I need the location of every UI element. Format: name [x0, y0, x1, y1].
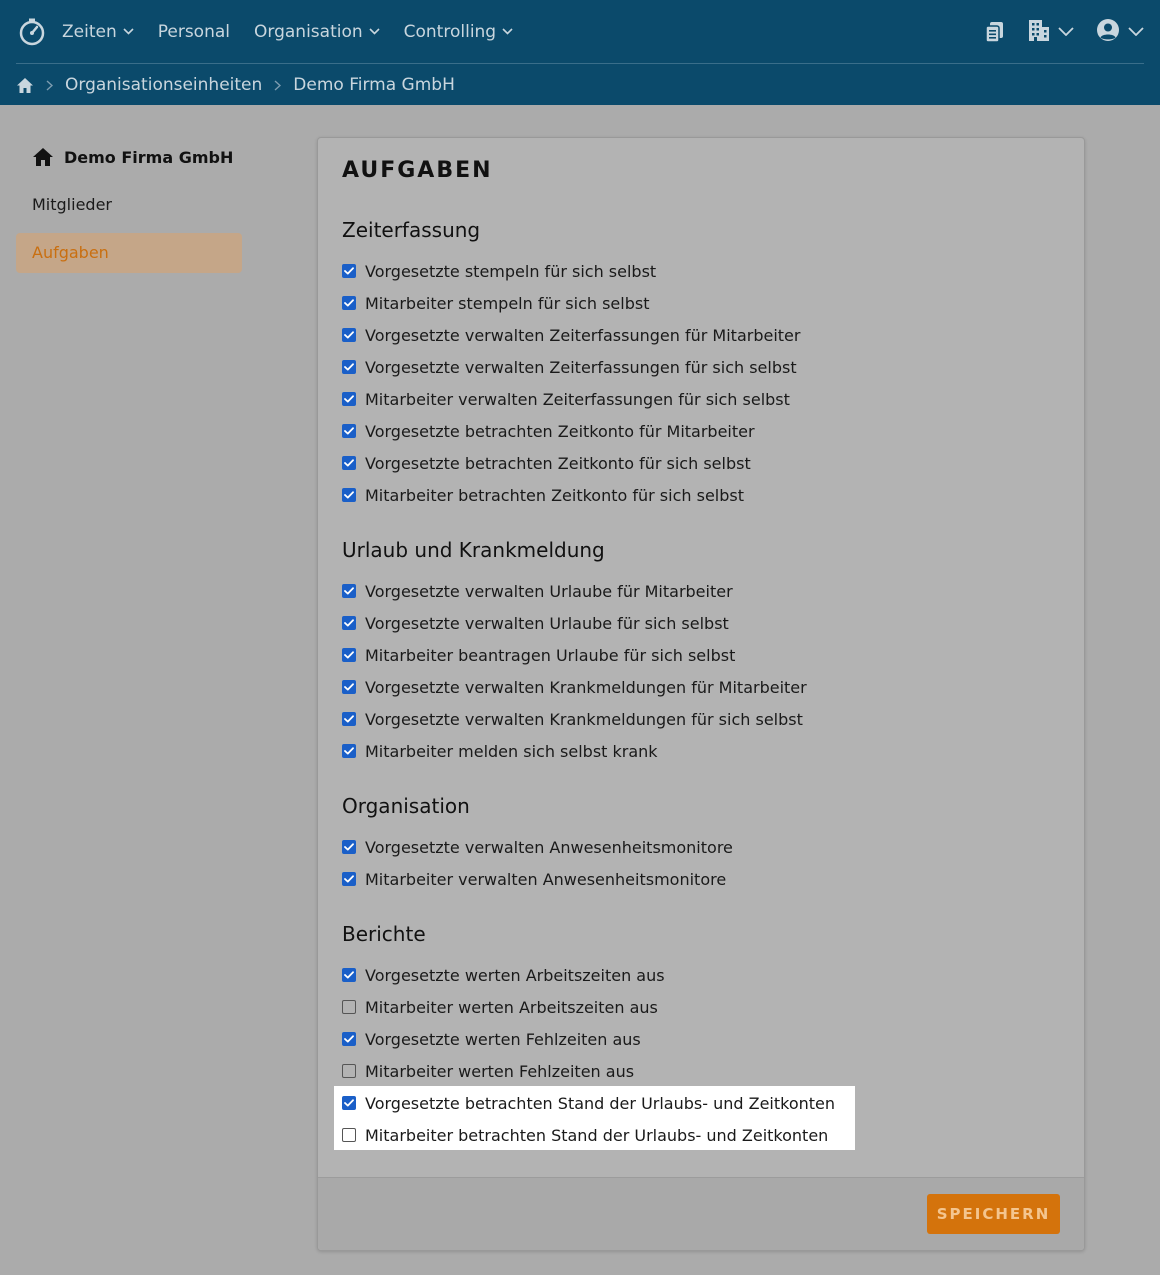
task-label: Mitarbeiter werten Fehlzeiten aus [365, 1061, 635, 1081]
breadcrumb-organisationseinheiten[interactable]: Organisationseinheiten [65, 75, 263, 95]
checkbox-checked[interactable] [342, 616, 356, 630]
checkbox-checked[interactable] [342, 456, 356, 470]
chevron-right-icon [46, 80, 53, 91]
checkbox-unchecked[interactable] [342, 1000, 356, 1014]
checkbox-checked[interactable] [342, 392, 356, 406]
chevron-down-icon [1058, 27, 1074, 36]
task-label: Vorgesetzte verwalten Urlaube für sich selbst [365, 613, 729, 633]
task-checkbox-row[interactable] [342, 863, 726, 895]
building-icon [1028, 18, 1050, 46]
breadcrumb [16, 65, 455, 105]
sidebar [16, 137, 242, 273]
home-icon[interactable] [16, 77, 34, 94]
checkbox-checked[interactable] [342, 328, 356, 342]
nav-personal-label: Personal [157, 21, 231, 42]
task-label: Vorgesetzte betrachten Stand der Urlaubs- und Zeitkonten [365, 1093, 836, 1113]
task-checkbox-row[interactable] [342, 703, 803, 735]
nav-organisation[interactable] [254, 22, 380, 42]
checkbox-checked[interactable] [342, 1032, 356, 1046]
task-label: Vorgesetzte verwalten Urlaube für Mitarbeiter [365, 581, 733, 601]
top-navigation [16, 0, 1144, 64]
app-header [0, 0, 1160, 105]
breadcrumb-demo-firma[interactable]: Demo Firma GmbH [293, 75, 455, 95]
nav-right-actions [962, 18, 1144, 46]
checkbox-unchecked[interactable] [342, 1128, 356, 1142]
checkbox-checked[interactable] [342, 264, 356, 278]
building-menu[interactable] [1028, 18, 1074, 46]
checkbox-checked[interactable] [342, 712, 356, 726]
task-checkbox-row[interactable] [342, 287, 649, 319]
checkbox-checked[interactable] [342, 424, 356, 438]
task-checkbox-row[interactable] [342, 1023, 641, 1055]
task-label: Vorgesetzte verwalten Anwesenheitsmonitore [365, 837, 733, 857]
checkbox-checked[interactable] [342, 840, 356, 854]
checkbox-checked[interactable] [342, 648, 356, 662]
chevron-down-icon [502, 28, 513, 35]
nav-zeiten-label: Zeiten [62, 21, 117, 42]
task-checkbox-row[interactable] [342, 447, 751, 479]
task-label: Mitarbeiter beantragen Urlaube für sich selbst [365, 645, 736, 665]
sidebar-title-label: Demo Firma GmbH [64, 147, 234, 167]
task-checkbox-row[interactable] [342, 319, 800, 351]
task-label: Mitarbeiter verwalten Zeiterfassungen für sich selbst [365, 389, 790, 409]
task-checkbox-row[interactable] [342, 831, 733, 863]
task-checkbox-row[interactable] [342, 575, 733, 607]
sidebar-title [16, 137, 242, 177]
checkbox-checked[interactable] [342, 744, 356, 758]
task-label: Vorgesetzte betrachten Zeitkonto für Mitarbeiter [365, 421, 755, 441]
clipboard-icon[interactable] [984, 20, 1006, 44]
task-checkbox-row[interactable] [342, 255, 656, 287]
task-checkbox-row[interactable] [342, 607, 729, 639]
task-checkbox-row[interactable] [342, 1087, 835, 1119]
checkbox-checked[interactable] [342, 584, 356, 598]
task-checkbox-row[interactable] [342, 1055, 634, 1087]
task-checkbox-row[interactable] [342, 383, 790, 415]
section-title: Berichte [342, 922, 426, 946]
task-label: Vorgesetzte betrachten Zeitkonto für sich selbst [365, 453, 751, 473]
task-checkbox-row[interactable] [342, 1119, 828, 1151]
checkbox-checked[interactable] [342, 680, 356, 694]
task-checkbox-row[interactable] [342, 959, 665, 991]
task-label: Mitarbeiter betrachten Zeitkonto für sich selbst [365, 485, 744, 505]
task-label: Mitarbeiter werten Arbeitszeiten aus [365, 997, 658, 1017]
checkbox-checked[interactable] [342, 1096, 356, 1110]
checkbox-unchecked[interactable] [342, 1064, 356, 1078]
nav-organisation-label: Organisation [254, 21, 363, 42]
checkbox-checked[interactable] [342, 872, 356, 886]
task-checkbox-row[interactable] [342, 671, 807, 703]
sidebar-item-mitglieder[interactable]: Mitglieder [32, 195, 112, 214]
logo-stopwatch-icon[interactable] [16, 16, 48, 48]
nav-controlling[interactable] [404, 22, 513, 42]
task-label: Mitarbeiter stempeln für sich selbst [365, 293, 650, 313]
task-checkbox-row[interactable] [342, 351, 797, 383]
task-label: Mitarbeiter melden sich selbst krank [365, 741, 658, 761]
card-footer [318, 1177, 1084, 1250]
home-icon [32, 147, 54, 167]
checkbox-checked[interactable] [342, 488, 356, 502]
aufgaben-card [317, 137, 1085, 1251]
chevron-right-icon [274, 80, 281, 91]
task-label: Mitarbeiter verwalten Anwesenheitsmonitore [365, 869, 727, 889]
nav-zeiten[interactable] [62, 22, 134, 42]
task-checkbox-row[interactable] [342, 735, 658, 767]
user-menu[interactable] [1096, 18, 1144, 46]
section-title: Organisation [342, 794, 470, 818]
save-button[interactable]: SPEICHERN [927, 1194, 1060, 1234]
task-checkbox-row[interactable] [342, 639, 735, 671]
sidebar-item-aufgaben[interactable]: Aufgaben [16, 233, 242, 273]
task-label: Vorgesetzte verwalten Krankmeldungen für Mitarbeiter [365, 677, 807, 697]
task-label: Vorgesetzte verwalten Zeiterfassungen für Mitarbeiter [365, 325, 801, 345]
task-label: Vorgesetzte werten Arbeitszeiten aus [365, 965, 665, 985]
checkbox-checked[interactable] [342, 296, 356, 310]
task-label: Vorgesetzte verwalten Krankmeldungen für sich selbst [365, 709, 803, 729]
task-label: Vorgesetzte stempeln für sich selbst [365, 261, 657, 281]
task-label: Mitarbeiter betrachten Stand der Urlaubs- und Zeitkonten [365, 1125, 829, 1145]
page-title: AUFGABEN [342, 158, 493, 183]
user-circle-icon [1096, 18, 1120, 46]
task-checkbox-row[interactable] [342, 991, 658, 1023]
task-checkbox-row[interactable] [342, 479, 744, 511]
chevron-down-icon [123, 28, 134, 35]
task-label: Vorgesetzte verwalten Zeiterfassungen für sich selbst [365, 357, 797, 377]
section-title: Urlaub und Krankmeldung [342, 538, 605, 562]
chevron-down-icon [1128, 27, 1144, 36]
checkbox-checked[interactable] [342, 360, 356, 374]
task-checkbox-row[interactable] [342, 415, 755, 447]
chevron-down-icon [369, 28, 380, 35]
nav-personal[interactable] [158, 22, 230, 42]
task-label: Vorgesetzte werten Fehlzeiten aus [365, 1029, 641, 1049]
section-title: Zeiterfassung [342, 218, 481, 242]
checkbox-checked[interactable] [342, 968, 356, 982]
nav-controlling-label: Controlling [403, 21, 497, 42]
